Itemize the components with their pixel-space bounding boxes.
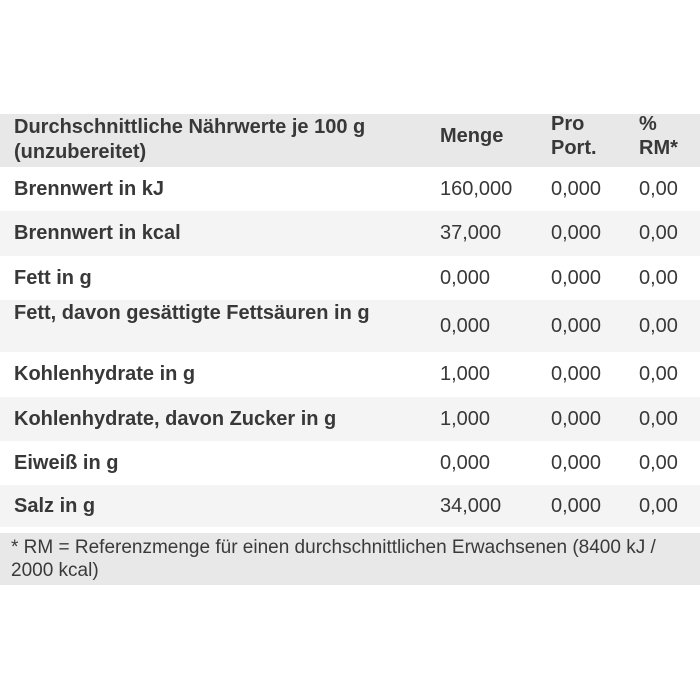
- row-pro-portion: 0,000: [551, 222, 602, 244]
- row-pro-portion: 0,000: [551, 267, 602, 289]
- row-label: Fett, davon gesättigte Fettsäuren in g: [14, 302, 370, 324]
- row-label: Fett in g: [14, 267, 92, 289]
- table-row: [0, 485, 700, 527]
- row-menge: 37,000: [440, 222, 502, 244]
- header-rm-line1: %: [639, 113, 657, 135]
- table-row: [0, 211, 700, 256]
- table-row: [0, 441, 700, 485]
- header-pro-portion: [551, 112, 597, 160]
- row-reference-amount: 0,00: [639, 315, 678, 337]
- table-header-row: [0, 114, 700, 167]
- header-reference-amount: [639, 112, 678, 160]
- header-nutrients-line1: Durchschnittliche Nährwerte je 100 g: [14, 116, 366, 138]
- header-nutrients-line2: (unzubereitet): [14, 141, 147, 163]
- row-reference-amount: 0,00: [639, 363, 678, 385]
- nutrition-table: [0, 114, 700, 527]
- row-pro-portion: 0,000: [551, 315, 602, 337]
- row-reference-amount: 0,00: [639, 495, 678, 517]
- row-menge: 1,000: [440, 363, 491, 385]
- row-pro-portion: 0,000: [551, 452, 602, 474]
- row-pro-portion: 0,000: [551, 408, 602, 430]
- header-pro-portion-line2: Port.: [551, 137, 597, 159]
- row-label: Brennwert in kcal: [14, 222, 181, 244]
- reference-amount-footnote: * RM = Referenzmenge für einen durchschnittlichen Erwachsenen (8400 kJ / 2000 kcal): [0, 533, 700, 585]
- row-label: Salz in g: [14, 495, 96, 517]
- table-row: [0, 397, 700, 441]
- row-menge: 0,000: [440, 452, 491, 474]
- row-pro-portion: 0,000: [551, 363, 602, 385]
- row-menge: 0,000: [440, 267, 491, 289]
- row-menge: 160,000: [440, 178, 513, 200]
- row-pro-portion: 0,000: [551, 178, 602, 200]
- row-pro-portion: 0,000: [551, 495, 602, 517]
- row-label: Kohlenhydrate, davon Zucker in g: [14, 408, 337, 430]
- table-row: [0, 352, 700, 397]
- header-menge: Menge: [440, 125, 504, 147]
- row-label: Kohlenhydrate in g: [14, 363, 196, 385]
- row-reference-amount: 0,00: [639, 452, 678, 474]
- table-row: [0, 167, 700, 211]
- table-row: [0, 300, 700, 352]
- header-nutrients: [14, 115, 414, 165]
- row-reference-amount: 0,00: [639, 178, 678, 200]
- table-row: [0, 256, 700, 300]
- row-reference-amount: 0,00: [639, 267, 678, 289]
- row-reference-amount: 0,00: [639, 222, 678, 244]
- row-reference-amount: 0,00: [639, 408, 678, 430]
- row-menge: 0,000: [440, 315, 491, 337]
- row-label: Brennwert in kJ: [14, 178, 165, 200]
- row-menge: 34,000: [440, 495, 502, 517]
- row-label: Eiweiß in g: [14, 452, 119, 474]
- header-rm-line2: RM*: [639, 137, 678, 159]
- header-pro-portion-line1: Pro: [551, 113, 585, 135]
- row-menge: 1,000: [440, 408, 491, 430]
